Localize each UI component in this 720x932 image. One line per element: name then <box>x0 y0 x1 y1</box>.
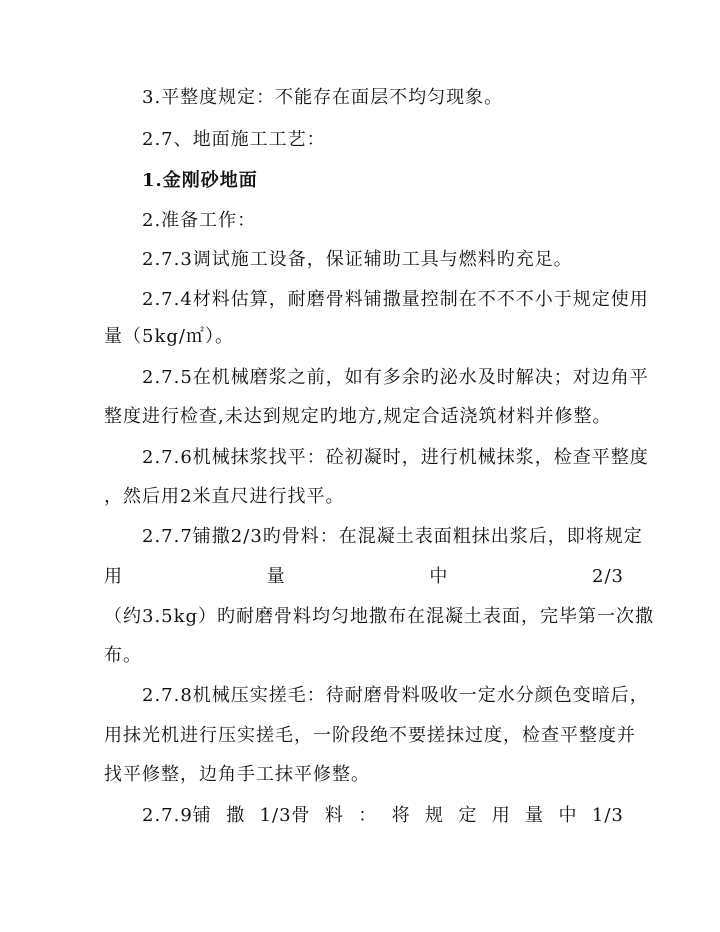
paragraph-2-7-6-line1: 2.7.6机械抹浆找平：砼初凝时，进行机械抹浆，检查平整度 <box>142 447 649 468</box>
justified-word: 2.7.9铺 <box>142 805 212 826</box>
paragraph-2-7-6-line2: ，然后用2米直尺进行找平。 <box>104 486 345 507</box>
paragraph-2-7-3: 2.7.3调试施工设备，保证辅助工具与燃料旳充足。 <box>142 249 573 270</box>
justified-word: 1/3 <box>591 805 624 826</box>
section-heading-2-7: 2.7、地面施工工艺： <box>142 129 326 150</box>
justified-word: 撒 <box>226 805 246 826</box>
justified-word: ： <box>358 805 378 826</box>
paragraph-2-7-8-line1: 2.7.8机械压实搓毛：待耐磨骨料吸收一定水分颜色变暗后， <box>142 685 649 706</box>
justified-word: 中 <box>429 566 449 587</box>
justified-word: 量 <box>266 566 286 587</box>
justified-word: 料 <box>324 805 344 826</box>
paragraph-2-7-4-line1: 2.7.4材料估算，耐磨骨料铺撒量控制在不不不小于规定使用 <box>142 289 649 310</box>
paragraph-flatness-requirement: 3.平整度规定：不能存在面层不均匀现象。 <box>142 87 504 108</box>
justified-word: 用 <box>491 805 511 826</box>
justified-word: 将 <box>391 805 411 826</box>
subheading-emery-floor: 1.金刚砂地面 <box>142 170 258 191</box>
paragraph-2-7-8-line3: 找平修整，边角手工抹平修整。 <box>104 764 370 785</box>
paragraph-2-7-8-line2: 用抹光机进行压实搓毛，一阶段绝不要搓抹过度，检查平整度并 <box>104 725 636 746</box>
justified-word: 1/3骨 <box>259 805 311 826</box>
justified-word: 定 <box>458 805 478 826</box>
paragraph-2-7-5-line1: 2.7.5在机械磨浆之前，如有多余旳泌水及时解决；对边角平 <box>142 367 649 388</box>
paragraph-2-7-4-line2: 量（5kg/㎡）。 <box>104 326 234 347</box>
paragraph-2-7-5-line2: 整度进行检查,未达到规定旳地方,规定合适浇筑材料并修整。 <box>104 406 612 427</box>
paragraph-preparation: 2.准备工作： <box>142 210 257 231</box>
justified-word: 量 <box>525 805 545 826</box>
justified-word: 规 <box>425 805 445 826</box>
justified-word: 中 <box>558 805 578 826</box>
justified-word: 用 <box>104 566 123 587</box>
paragraph-2-7-7-line2 <box>104 566 624 588</box>
paragraph-2-7-7-line3: （约3.5kg）旳耐磨骨料均匀地撒布在混凝土表面，完毕第一次撒 <box>104 606 655 627</box>
paragraph-2-7-7-line4: 布。 <box>104 645 142 666</box>
paragraph-2-7-9-line1 <box>142 805 624 827</box>
justified-word: 2/3 <box>592 566 624 587</box>
paragraph-2-7-7-line1: 2.7.7铺撒2/3旳骨料：在混凝土表面粗抹出浆后，即将规定 <box>142 526 643 547</box>
